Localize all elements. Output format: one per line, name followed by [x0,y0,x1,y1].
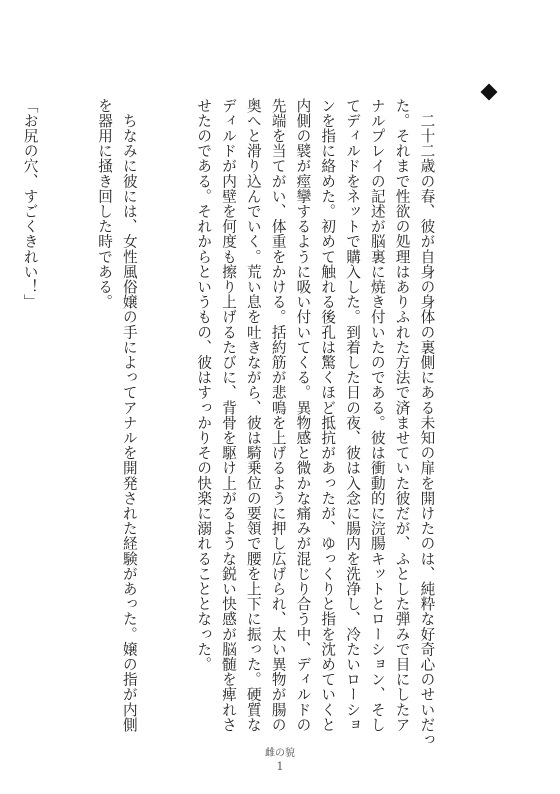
body-text [0,98,488,748]
footer-title: 雌の貌 [265,748,295,759]
paragraph: 二十二歳の春、彼が自身の身体の裏側にある未知の扉を開けたのは、純粋な好奇心のせいだっ た。それまで性欲の処理はありふれた方法で済ませていた彼だが、ふとした弾みで目にしたア ナルプレイの記述が脳裏に焼き付いたのである。彼は衝動的に浣腸キットとローション、そし てディルドをネットで購入した。到着した日の夜、彼は入念に腸内を洗浄し、冷たいローショ ンを指に絡めた。初めて触れる後孔は驚くほど抵抗があったが、ゆっくりと指を沈めていくと 内側の襞が痙攣するように吸い付いてくる。異物感と微かな痛みが混じり合う中、ディルドの 先端を当てがい、体重をかける。括約筋が悲鳴を上げるように押し広げられ、太い異物が腸の 奥へと滑り込んでいく。荒い息を吐きながら、彼は騎乗位の要領で腰を上下に振った。硬質な ディルドが内壁を何度も擦り上げるたびに、背骨を駆け上がるような鋭い快感が脳髄を痺れさ せたのである。それからというもの、彼はすっかりその快楽に溺れることとなった。 [195,98,436,748]
page-number: 1 [276,760,284,773]
paragraph: ちなみに彼には、女性風俗嬢の手によってアナルを開発された経験があった。嬢の指が内側 を器用に掻き回した時である。 [96,98,138,733]
quote-line: 「お尻の穴、すごくきれい！」 [21,98,39,310]
